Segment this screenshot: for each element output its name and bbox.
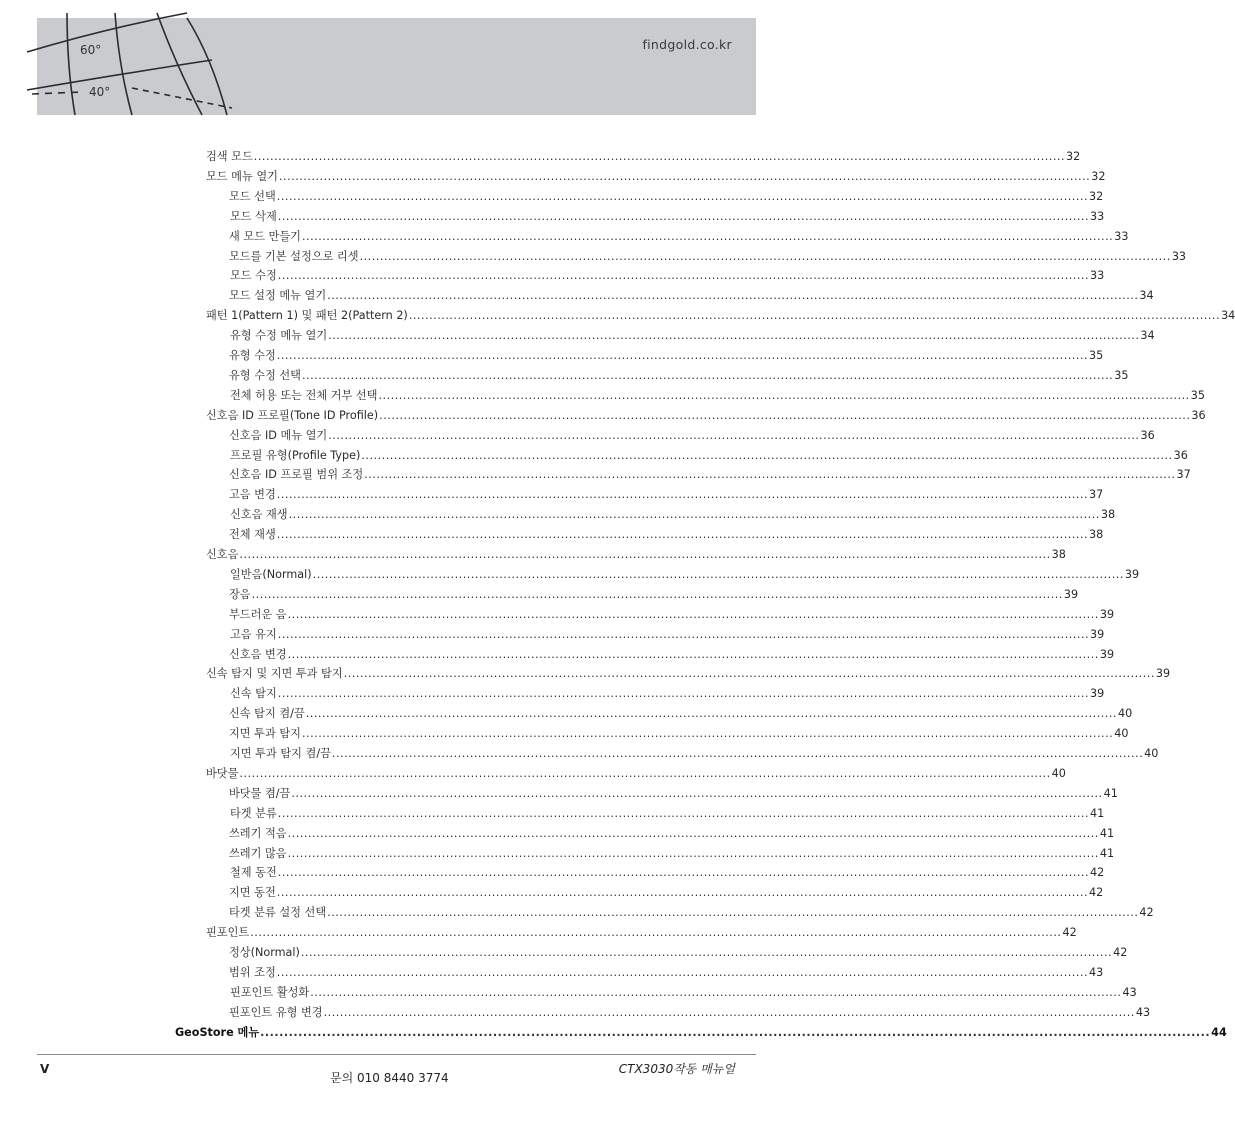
toc-entry[interactable] (230, 801, 1105, 821)
toc-entry-label: 모드 수정 (230, 269, 277, 283)
toc-entry-label: 전체 재생 (229, 528, 276, 542)
toc-entry[interactable] (206, 303, 1235, 323)
toc-entry-label: 프로필 유형(Profile Type) (230, 448, 361, 462)
toc-entry-label: 고음 변경 (229, 488, 276, 502)
toc-entry[interactable] (230, 263, 1105, 283)
toc-entry-page: 39 (1099, 607, 1115, 621)
footer-contact: 문의 010 8440 3774 (330, 1071, 449, 1085)
toc-leader-dots: ........................................................................................................................................................................................................ (260, 1025, 1211, 1039)
toc-entry-label: 모드 메뉴 열기 (206, 169, 278, 183)
toc-entry-page: 42 (1062, 926, 1077, 940)
toc-leader-dots: ........................................................................................................................................................................................................ (277, 209, 1090, 223)
toc-entry-label: 신호음 ID 메뉴 열기 (229, 428, 328, 442)
toc-entry-label: 핀포인트 (206, 926, 250, 940)
toc-entry-page: 40 (1144, 747, 1159, 760)
toc-entry[interactable] (206, 761, 1066, 781)
toc-entry-label: 신호음 변경 (229, 647, 287, 661)
toc-entry[interactable] (229, 363, 1129, 383)
toc-leader-dots: ........................................................................................................................................................................................................ (327, 906, 1139, 920)
toc-leader-dots: ........................................................................................................................................................................................................ (287, 846, 1099, 860)
toc-entry-page: 42 (1139, 906, 1154, 920)
toc-entry-page: 35 (1190, 388, 1205, 402)
toc-entry-label: 장음 (229, 587, 251, 601)
toc-entry[interactable] (230, 860, 1105, 880)
toc-entry-page: 36 (1140, 428, 1155, 442)
toc-entry-page: 40 (1117, 707, 1133, 721)
latitude-label-40: 40° (89, 85, 111, 99)
toc-entry-page: 32 (1091, 169, 1106, 183)
toc-entry-page: 34 (1221, 309, 1235, 323)
toc-entry-page: 35 (1089, 349, 1104, 362)
toc-leader-dots: ........................................................................................................................................................................................................ (277, 866, 1090, 880)
toc-entry-label: GeoStore 메뉴 (175, 1025, 260, 1039)
toc-leader-dots: ........................................................................................................................................................................................................ (328, 428, 1140, 442)
toc-entry-page: 38 (1100, 508, 1116, 522)
toc-entry-label: 정상(Normal) (229, 946, 300, 959)
toc-entry-label: 바닷물 켬/끔 (229, 786, 291, 800)
toc-entry-label: 신속 탐지 및 지면 투과 탐지 (206, 667, 343, 681)
toc-leader-dots: ........................................................................................................................................................................................................ (277, 269, 1090, 283)
toc-leader-dots: ........................................................................................................................................................................................................ (378, 388, 1190, 402)
toc-entry-page: 39 (1099, 647, 1115, 661)
footer-manual-title: CTX3030작동 매뉴얼 (618, 1062, 735, 1076)
toc-leader-dots: ........................................................................................................................................................................................................ (323, 1005, 1135, 1019)
toc-entry[interactable] (229, 1000, 1151, 1020)
toc-entry[interactable] (229, 841, 1115, 861)
toc-entry-page: 43 (1089, 965, 1104, 979)
toc-entry[interactable] (230, 443, 1188, 463)
toc-entry-page: 32 (1089, 189, 1104, 203)
toc-entry[interactable] (229, 602, 1115, 622)
footer-divider (37, 1054, 756, 1055)
toc-entry-page: 38 (1051, 548, 1066, 561)
toc-entry[interactable] (229, 701, 1133, 721)
toc-entry[interactable] (229, 940, 1128, 960)
toc-leader-dots: ........................................................................................................................................................................................................ (288, 508, 1100, 522)
toc-leader-dots: ........................................................................................................................................................................................................ (253, 150, 1066, 163)
toc-entry-label: 쓰레기 많음 (229, 846, 287, 860)
toc-leader-dots: ........................................................................................................................................................................................................ (301, 229, 1114, 243)
toc-entry[interactable] (206, 920, 1077, 940)
toc-leader-dots: ........................................................................................................................................................................................................ (359, 249, 1171, 263)
toc-entry-page: 33 (1090, 269, 1105, 283)
toc-entry[interactable] (229, 642, 1115, 662)
toc-entry-page: 33 (1171, 249, 1187, 263)
toc-entry-label: 검색 모드 (206, 150, 253, 163)
toc-entry-page: 33 (1114, 229, 1129, 243)
toc-entry[interactable] (175, 1020, 1227, 1040)
toc-entry[interactable] (229, 721, 1129, 741)
toc-entry-page: 43 (1122, 985, 1137, 999)
toc-entry-page: 39 (1063, 587, 1079, 601)
toc-entry-label: 신호음 ID 프로필 범위 조정 (229, 468, 364, 482)
toc-entry[interactable] (229, 423, 1155, 443)
toc-leader-dots: ........................................................................................................................................................................................................ (239, 548, 1051, 561)
toc-leader-dots: ........................................................................................................................................................................................................ (301, 727, 1114, 741)
toc-entry[interactable] (230, 562, 1140, 582)
toc-entry-label: 고음 유지 (230, 627, 277, 641)
toc-entry[interactable] (229, 244, 1187, 264)
page-header-banner (37, 18, 756, 115)
toc-entry-label: 신호음 (206, 548, 239, 561)
toc-entry-page: 35 (1114, 368, 1129, 382)
toc-entry-page: 40 (1051, 766, 1066, 780)
toc-entry-label: 범위 조정 (229, 965, 276, 979)
toc-leader-dots: ........................................................................................................................................................................................................ (276, 965, 1089, 979)
toc-entry[interactable] (229, 343, 1104, 363)
toc-entry[interactable] (229, 224, 1129, 244)
toc-entry-label: 유형 수정 (229, 349, 276, 362)
toc-entry-page: 39 (1124, 567, 1140, 581)
toc-entry-page: 42 (1113, 946, 1128, 959)
toc-entry-page: 33 (1090, 209, 1105, 223)
footer-page-number: V (40, 1062, 50, 1076)
toc-leader-dots: ........................................................................................................................................................................................................ (300, 946, 1113, 959)
toc-entry-label: 모드 삭제 (230, 209, 277, 223)
toc-entry-label: 타겟 분류 설정 선택 (229, 906, 327, 920)
toc-leader-dots: ........................................................................................................................................................................................................ (251, 587, 1063, 601)
toc-leader-dots: ........................................................................................................................................................................................................ (250, 926, 1062, 940)
toc-leader-dots: ........................................................................................................................................................................................................ (291, 786, 1103, 800)
toc-entry-page: 44 (1211, 1025, 1227, 1039)
toc-leader-dots: ........................................................................................................................................................................................................ (276, 349, 1089, 362)
toc-entry-page: 42 (1090, 866, 1105, 880)
toc-entry[interactable] (229, 960, 1104, 980)
toc-leader-dots: ........................................................................................................................................................................................................ (312, 567, 1124, 581)
toc-entry-label: 새 모드 만들기 (229, 229, 301, 243)
toc-leader-dots: ........................................................................................................................................................................................................ (277, 687, 1090, 701)
toc-entry[interactable] (230, 502, 1116, 522)
toc-leader-dots: ........................................................................................................................................................................................................ (276, 528, 1089, 542)
toc-entry-label: 전체 허용 또는 전체 거부 선택 (230, 388, 378, 402)
toc-entry-label: 철제 동전 (230, 866, 277, 880)
toc-leader-dots: ........................................................................................................................................................................................................ (287, 607, 1099, 621)
toc-entry[interactable] (230, 980, 1137, 1000)
toc-entry-label: 신호음 ID 프로필(Tone ID Profile) (206, 408, 379, 422)
toc-entry[interactable] (230, 622, 1105, 642)
toc-leader-dots: ........................................................................................................................................................................................................ (343, 667, 1155, 681)
toc-entry-page: 40 (1114, 727, 1129, 741)
toc-entry[interactable] (229, 880, 1104, 900)
toc-entry-label: 모드 설정 메뉴 열기 (229, 289, 327, 303)
toc-entry-page: 32 (1066, 150, 1081, 163)
toc-entry[interactable] (206, 144, 1081, 164)
toc-entry-label: 타겟 분류 (230, 806, 277, 820)
toc-entry-label: 지면 투과 탐지 켬/끔 (230, 747, 331, 760)
toc-leader-dots: ........................................................................................................................................................................................................ (379, 408, 1191, 422)
toc-leader-dots: ........................................................................................................................................................................................................ (278, 169, 1091, 183)
toc-entry-page: 42 (1089, 886, 1104, 900)
toc-entry-page: 36 (1173, 448, 1188, 462)
toc-entry[interactable] (229, 900, 1154, 920)
toc-entry[interactable] (230, 204, 1105, 224)
toc-entry-page: 37 (1089, 488, 1104, 502)
toc-entry-page: 41 (1099, 846, 1115, 860)
toc-leader-dots: ........................................................................................................................................................................................................ (364, 468, 1176, 482)
toc-entry-label: 신호음 재생 (230, 508, 288, 522)
toc-entry-page: 39 (1090, 627, 1105, 641)
toc-entry[interactable] (229, 482, 1104, 502)
toc-entry-page: 41 (1103, 786, 1118, 800)
globe-grid-icon (37, 18, 237, 115)
toc-entry[interactable] (230, 681, 1105, 701)
toc-entry-page: 41 (1090, 806, 1105, 820)
toc-leader-dots: ........................................................................................................................................................................................................ (328, 329, 1140, 343)
toc-entry-page: 43 (1135, 1005, 1151, 1019)
toc-entry-page: 36 (1191, 408, 1206, 422)
toc-entry[interactable] (229, 821, 1115, 841)
toc-entry-page: 37 (1176, 468, 1191, 482)
toc-entry-page: 34 (1139, 289, 1154, 303)
toc-entry[interactable] (230, 741, 1159, 761)
toc-leader-dots: ........................................................................................................................................................................................................ (276, 488, 1089, 502)
toc-leader-dots: ........................................................................................................................................................................................................ (305, 707, 1117, 721)
toc-entry-label: 유형 수정 선택 (229, 368, 301, 382)
toc-entry[interactable] (206, 542, 1066, 562)
toc-entry-label: 일반음(Normal) (230, 567, 312, 581)
toc-leader-dots: ........................................................................................................................................................................................................ (239, 766, 1051, 780)
toc-entry-page: 41 (1099, 826, 1115, 840)
toc-entry-label: 패턴 1(Pattern 1) 및 패턴 2(Pattern 2) (206, 309, 408, 323)
toc-leader-dots: ........................................................................................................................................................................................................ (276, 189, 1089, 203)
toc-entry[interactable] (206, 661, 1171, 681)
toc-entry[interactable] (206, 164, 1106, 184)
site-url: findgold.co.kr (642, 37, 732, 52)
toc-entry[interactable] (229, 522, 1104, 542)
toc-entry-page: 39 (1090, 687, 1105, 701)
toc-entry-page: 38 (1089, 528, 1104, 542)
toc-entry-page: 39 (1155, 667, 1171, 681)
toc-entry[interactable] (229, 582, 1079, 602)
toc-leader-dots: ........................................................................................................................................................................................................ (327, 289, 1139, 303)
toc-entry-page: 34 (1140, 329, 1155, 343)
toc-entry-label: 신속 탐지 켬/끔 (229, 707, 305, 721)
toc-entry-label: 지면 동전 (229, 886, 276, 900)
toc-entry[interactable] (229, 462, 1191, 482)
latitude-label-60: 60° (80, 43, 102, 57)
toc-entry-label: 유형 수정 메뉴 열기 (230, 329, 328, 343)
toc-entry-label: 신속 탐지 (230, 687, 277, 701)
toc-entry[interactable] (229, 283, 1154, 303)
toc-leader-dots: ........................................................................................................................................................................................................ (310, 985, 1122, 999)
toc-entry-label: 지면 투과 탐지 (229, 727, 301, 741)
toc-entry-label: 모드를 기본 설정으로 리셋 (229, 249, 359, 263)
toc-leader-dots: ........................................................................................................................................................................................................ (276, 886, 1089, 900)
toc-entry-label: 모드 선택 (229, 189, 276, 203)
toc-entry[interactable] (206, 403, 1206, 423)
toc-entry[interactable] (229, 781, 1118, 801)
toc-leader-dots: ........................................................................................................................................................................................................ (277, 627, 1090, 641)
toc-entry-label: 부드러운 음 (229, 607, 287, 621)
toc-entry[interactable] (230, 383, 1205, 403)
toc-leader-dots: ........................................................................................................................................................................................................ (287, 826, 1099, 840)
toc-leader-dots: ........................................................................................................................................................................................................ (408, 309, 1221, 323)
toc-entry-label: 핀포인트 활성화 (230, 985, 310, 999)
toc-leader-dots: ........................................................................................................................................................................................................ (301, 368, 1114, 382)
toc-leader-dots: ........................................................................................................................................................................................................ (287, 647, 1099, 661)
toc-leader-dots: ........................................................................................................................................................................................................ (361, 448, 1173, 462)
toc-leader-dots: ........................................................................................................................................................................................................ (331, 747, 1144, 760)
toc-entry[interactable] (230, 323, 1155, 343)
toc-entry-label: 바닷물 (206, 766, 239, 780)
toc-leader-dots: ........................................................................................................................................................................................................ (277, 806, 1090, 820)
toc-entry-label: 쓰레기 적음 (229, 826, 287, 840)
toc-entry-label: 핀포인트 유형 변경 (229, 1005, 323, 1019)
toc-entry[interactable] (229, 184, 1104, 204)
